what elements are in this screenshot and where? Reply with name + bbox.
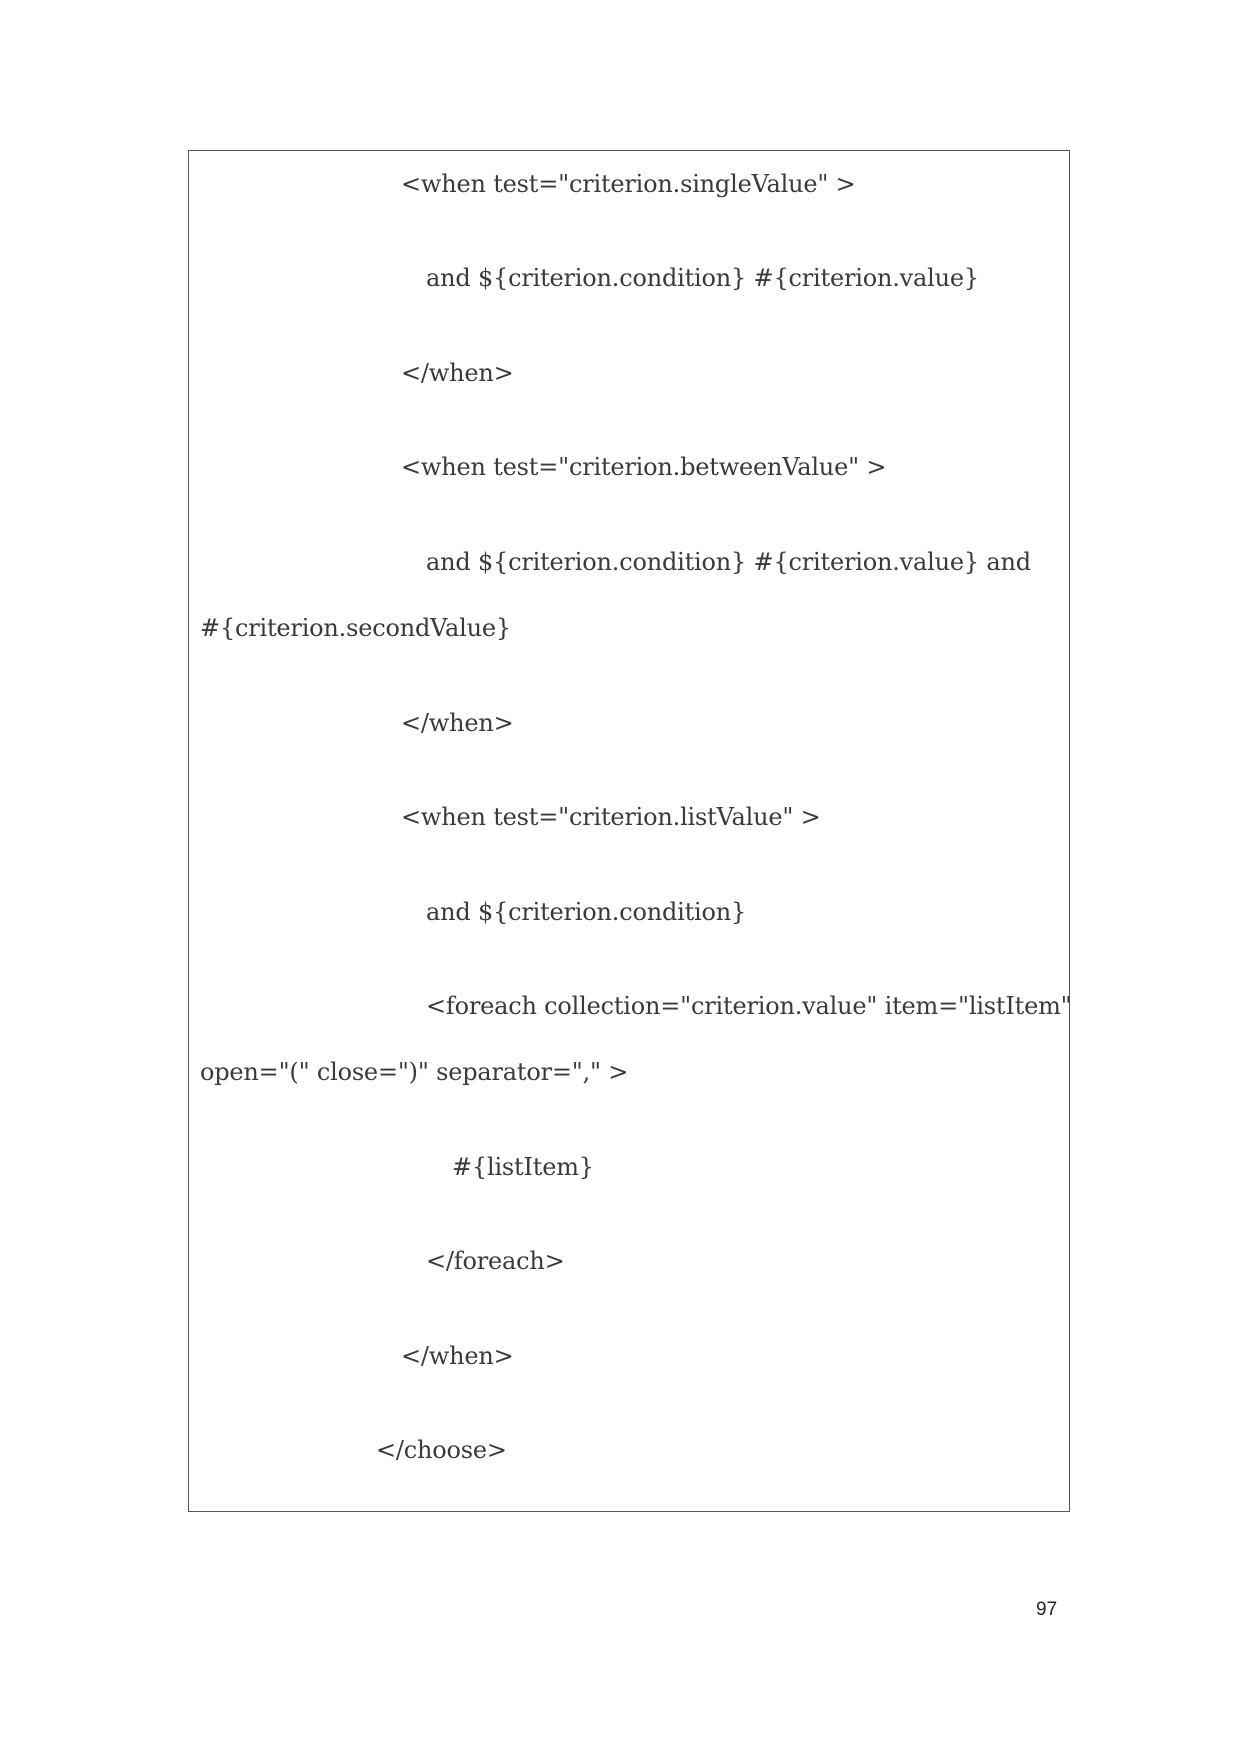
code-line: #{criterion.secondValue} — [200, 614, 511, 642]
code-line: <when test="criterion.listValue" > — [401, 803, 821, 831]
page-number: 97 — [1036, 1599, 1058, 1620]
code-line: and ${criterion.condition} #{criterion.value} and — [426, 548, 1031, 576]
code-line: </choose> — [376, 1436, 507, 1464]
code-line: and ${criterion.condition} — [426, 898, 747, 926]
code-line: </when> — [401, 709, 514, 737]
code-line: #{listItem} — [452, 1153, 594, 1181]
code-line: </foreach> — [426, 1247, 565, 1275]
code-line: </when> — [401, 359, 514, 387]
code-line: <when test="criterion.singleValue" > — [401, 170, 856, 198]
code-line: open="(" close=")" separator="," > — [200, 1058, 629, 1086]
code-line: <when test="criterion.betweenValue" > — [401, 453, 887, 481]
code-line: <foreach collection="criterion.value" item="listItem" — [426, 992, 1072, 1020]
code-line: and ${criterion.condition} #{criterion.value} — [426, 264, 979, 292]
code-line: </when> — [401, 1342, 514, 1370]
